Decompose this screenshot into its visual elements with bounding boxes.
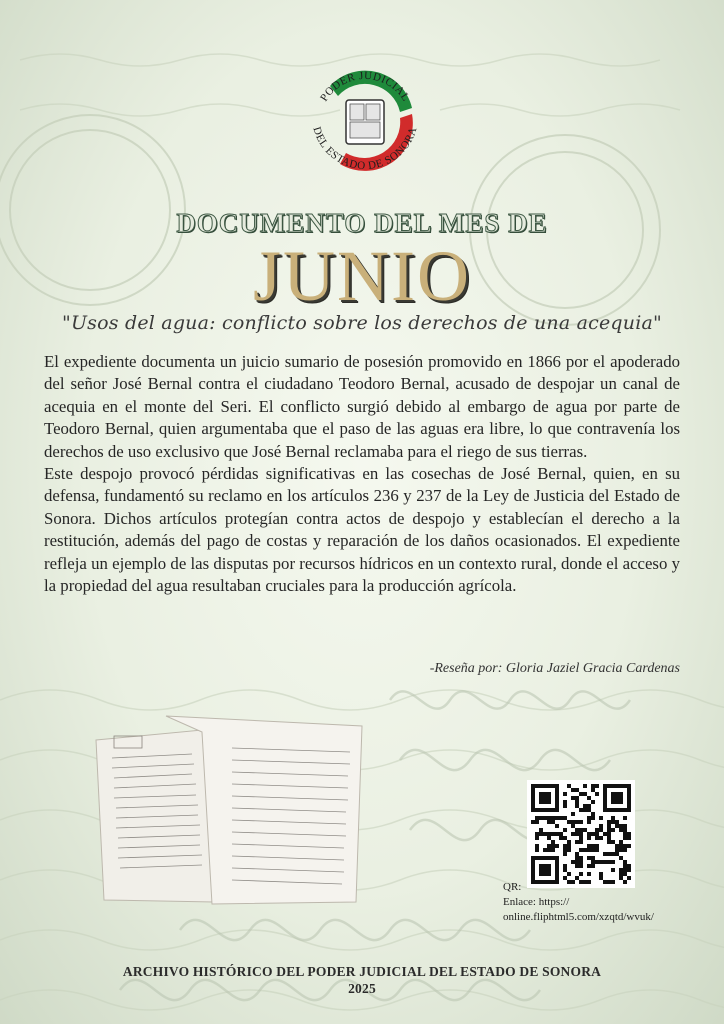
heading-month: JUNIO <box>253 236 471 316</box>
description-paragraph-1: El expediente documenta un juicio sumario de posesión promovido en 1866 por el apoderado del señor José Bernal contra el ciudadano Teodoro Bernal, acusado de despojar un canal de acequia en el monte del Seri. El conflicto surgió debido al embargo de agua por parte de Teodoro Bernal, quien argumentaba que el paso de las aguas era libre, lo que contravenía los derechos de uso exclusivo que José Bernal reclamaba para el riego de sus tierras. <box>44 352 680 461</box>
footer-year: 2025 <box>348 981 376 996</box>
description-paragraph-2: Este despojo provocó pérdidas significativas en las cosechas de José Bernal, quien, en su defensa, fundamentó su reclamo en los artículos 236 y 237 de la Ley de Justicia del Estado de Sonora. Dichos artículos protegían contra actos de despojo y establecían el derecho a la restitución, además del pago de costas y reparación de los daños ocasionados. El expediente refleja un ejemplo de las disputas por recursos hídricos en un contexto rural, donde el acceso y la propiedad del agua resultaban cruciales para la producción agrícola. <box>44 464 680 596</box>
review-credit: -Reseña por: Gloria Jaziel Gracia Cardenas <box>429 661 680 676</box>
qr-label: QR: <box>503 881 522 893</box>
historic-document-photo <box>92 712 372 907</box>
logo-arc-top: PODER JUDICIAL <box>318 69 412 104</box>
logo-arc-bottom: DEL ESTADO DE SONORA <box>310 125 420 173</box>
qr-code[interactable] <box>527 780 635 888</box>
heading-document-of-month: DOCUMENTO DEL MES DE <box>176 208 548 238</box>
qr-link-line-2[interactable]: online.fliphtml5.com/xzqtd/wvuk/ <box>503 911 654 923</box>
poder-judicial-logo <box>300 56 430 186</box>
document-subtitle: "Usos del agua: conflicto sobre los derechos de una acequia" <box>62 312 662 334</box>
qr-link-line-1[interactable]: Enlace: https:// <box>503 896 570 908</box>
qr-link-block <box>503 880 654 925</box>
document-description <box>44 351 680 597</box>
footer <box>0 963 724 997</box>
footer-archive-name: ARCHIVO HISTÓRICO DEL PODER JUDICIAL DEL ESTADO DE SONORA <box>122 964 602 979</box>
